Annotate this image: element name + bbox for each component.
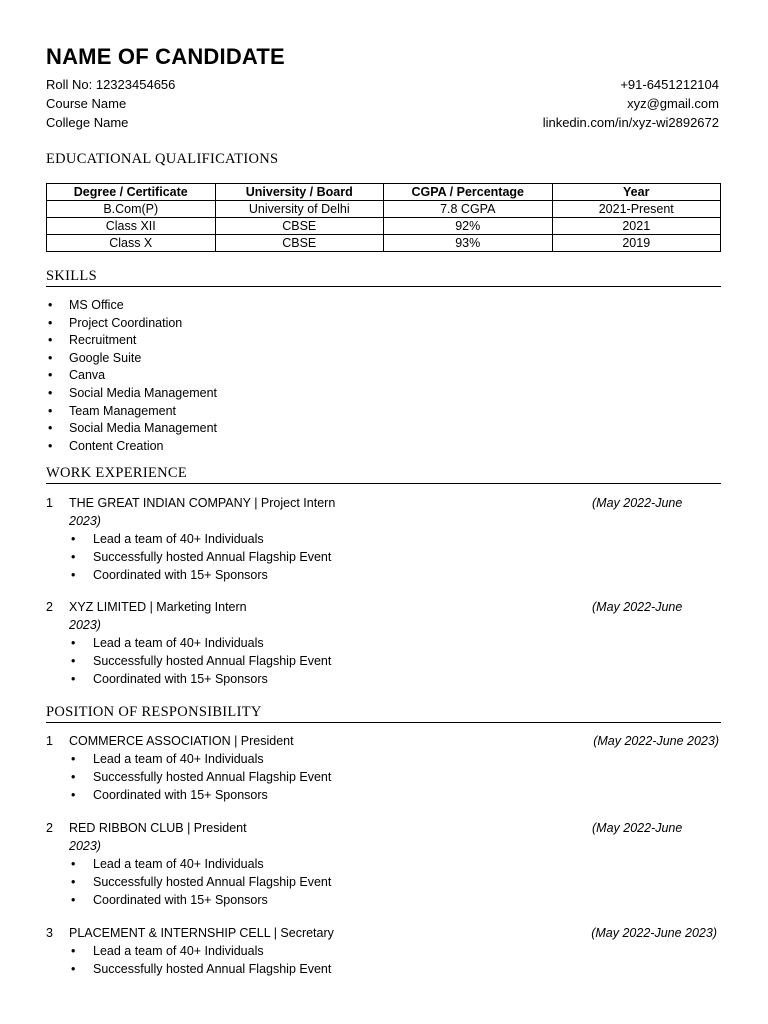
entry-bullets [69, 634, 331, 688]
email-link[interactable]: xyz@gmail.com [627, 96, 719, 111]
table-cell: CBSE [215, 235, 384, 252]
column-header: Year [552, 184, 721, 201]
entry-bullets [69, 855, 331, 909]
table-row [47, 235, 721, 252]
entry-bullets [69, 942, 331, 978]
roll-number: Roll No: 12323454656 [46, 77, 176, 92]
bullet-icon: • [48, 385, 53, 400]
list-item [69, 960, 331, 978]
entry-date: (May 2022-June [592, 821, 683, 835]
entry-title: RED RIBBON CLUB | President [69, 821, 247, 835]
bullet-text: Successfully hosted Annual Flagship Event [93, 770, 332, 784]
table-cell: 2021-Present [552, 201, 721, 218]
table-cell: CBSE [215, 218, 384, 235]
skill-label: Canva [69, 368, 106, 383]
bullet-text: Successfully hosted Annual Flagship Event [93, 875, 332, 889]
entry-date-continued: 2023) [69, 514, 101, 528]
bullet-icon: • [48, 403, 53, 418]
bullet-text: Successfully hosted Annual Flagship Event [93, 654, 332, 668]
table-cell: Class XII [47, 218, 216, 235]
skills-list [46, 297, 217, 455]
entry-number: 2 [46, 600, 53, 614]
bullet-text: Lead a team of 40+ Individuals [93, 636, 264, 650]
skill-label: Team Management [69, 403, 177, 418]
skill-label: Content Creation [69, 438, 164, 453]
list-item [69, 873, 331, 891]
course-name: Course Name [46, 96, 127, 111]
list-item [69, 855, 331, 873]
bullet-icon: • [48, 350, 53, 365]
list-item [69, 786, 331, 804]
list-item [69, 634, 331, 652]
table-cell: Class X [47, 235, 216, 252]
entry-date: (May 2022-June [592, 496, 683, 510]
bullet-text: Coordinated with 15+ Sponsors [93, 788, 268, 802]
bullet-icon: • [71, 944, 76, 958]
skill-label: Recruitment [69, 333, 137, 348]
entry-date-continued: 2023) [69, 839, 101, 853]
table-cell: 7.8 CGPA [384, 201, 553, 218]
entry-date: (May 2022-June [592, 600, 683, 614]
bullet-text: Lead a team of 40+ Individuals [93, 532, 264, 546]
column-header: CGPA / Percentage [384, 184, 553, 201]
bullet-icon: • [71, 875, 76, 889]
work-experience-heading: WORK EXPERIENCE [46, 465, 721, 484]
table-row [47, 201, 721, 218]
phone-number: +91-6451212104 [620, 77, 719, 92]
list-item [46, 297, 217, 315]
education-heading: EDUCATIONAL QUALIFICATIONS [46, 151, 279, 167]
entry-date: (May 2022-June 2023) [593, 734, 719, 748]
list-item [46, 438, 217, 456]
table-cell: 2019 [552, 235, 721, 252]
list-item [69, 566, 331, 584]
bullet-icon: • [71, 636, 76, 650]
skill-label: Google Suite [69, 350, 142, 365]
list-item [69, 750, 331, 768]
list-item [46, 420, 217, 438]
bullet-text: Lead a team of 40+ Individuals [93, 944, 264, 958]
skills-heading: SKILLS [46, 268, 721, 287]
bullet-icon: • [71, 532, 76, 546]
bullet-icon: • [71, 672, 76, 686]
entry-title: COMMERCE ASSOCIATION | President [69, 734, 294, 748]
list-item [46, 332, 217, 350]
list-item [46, 385, 217, 403]
candidate-name: NAME OF CANDIDATE [46, 44, 285, 69]
bullet-icon: • [71, 962, 76, 976]
list-item [46, 403, 217, 421]
bullet-text: Lead a team of 40+ Individuals [93, 752, 264, 766]
list-item [69, 530, 331, 548]
list-item [46, 367, 217, 385]
bullet-text: Coordinated with 15+ Sponsors [93, 568, 268, 582]
bullet-icon: • [71, 654, 76, 668]
entry-number: 1 [46, 734, 53, 748]
table-header-row [47, 184, 721, 201]
bullet-icon: • [48, 368, 53, 383]
bullet-text: Coordinated with 15+ Sponsors [93, 672, 268, 686]
position-of-responsibility-heading: POSITION OF RESPONSIBILITY [46, 704, 721, 723]
table-cell: 2021 [552, 218, 721, 235]
bullet-icon: • [48, 333, 53, 348]
skill-label: Social Media Management [69, 385, 217, 400]
skill-label: Social Media Management [69, 421, 217, 436]
entry-number: 2 [46, 821, 53, 835]
bullet-icon: • [48, 315, 53, 330]
bullet-icon: • [71, 550, 76, 564]
bullet-icon: • [48, 421, 53, 436]
column-header: University / Board [215, 184, 384, 201]
bullet-icon: • [71, 568, 76, 582]
bullet-text: Successfully hosted Annual Flagship Event [93, 962, 332, 976]
college-name: College Name [46, 115, 129, 130]
entry-bullets [69, 750, 331, 804]
table-cell: University of Delhi [215, 201, 384, 218]
table-cell: B.Com(P) [47, 201, 216, 218]
bullet-icon: • [71, 857, 76, 871]
bullet-text: Lead a team of 40+ Individuals [93, 857, 264, 871]
bullet-text: Successfully hosted Annual Flagship Event [93, 550, 332, 564]
skill-label: Project Coordination [69, 315, 183, 330]
skill-label: MS Office [69, 298, 124, 312]
entry-bullets [69, 530, 331, 584]
list-item [69, 768, 331, 786]
bullet-icon: • [71, 752, 76, 766]
bullet-icon: • [71, 770, 76, 784]
bullet-icon: • [48, 438, 53, 453]
entry-title: PLACEMENT & INTERNSHIP CELL | Secretary [69, 926, 334, 940]
table-cell: 93% [384, 235, 553, 252]
entry-number: 1 [46, 496, 53, 510]
list-item [46, 350, 217, 368]
entry-number: 3 [46, 926, 53, 940]
list-item [69, 942, 331, 960]
column-header: Degree / Certificate [47, 184, 216, 201]
list-item [69, 652, 331, 670]
table-cell: 92% [384, 218, 553, 235]
list-item [46, 315, 217, 333]
bullet-icon: • [71, 788, 76, 802]
entry-title: XYZ LIMITED | Marketing Intern [69, 600, 247, 614]
education-table [46, 183, 721, 252]
list-item [69, 670, 331, 688]
linkedin-link[interactable]: linkedin.com/in/xyz-wi2892672 [542, 115, 719, 130]
entry-title: THE GREAT INDIAN COMPANY | Project Intern [69, 496, 336, 510]
list-item [69, 891, 331, 909]
list-item [69, 548, 331, 566]
entry-date-continued: 2023) [69, 618, 101, 632]
bullet-icon: • [48, 298, 53, 312]
entry-date: (May 2022-June 2023) [591, 926, 717, 940]
bullet-text: Coordinated with 15+ Sponsors [93, 893, 268, 907]
bullet-icon: • [71, 893, 76, 907]
table-row [47, 218, 721, 235]
